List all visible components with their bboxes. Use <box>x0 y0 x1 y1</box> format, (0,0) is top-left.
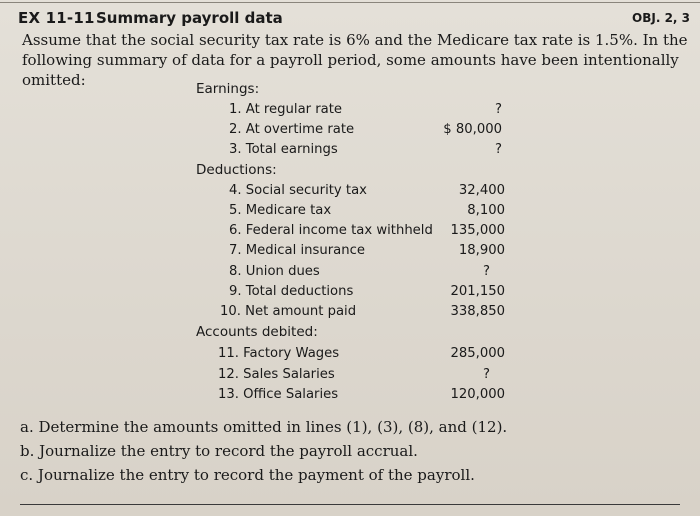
table-row <box>0 344 700 363</box>
intro-paragraph: Assume that the social security tax rate is 6% and the Medicare tax rate is 1.5%. In the following summary of data for a payroll period, some amounts have been intentionally omitted: <box>22 31 688 89</box>
question-a: a. Determine the amounts omitted in lines (1), (3), (8), and (12). <box>20 418 508 436</box>
table-row <box>0 181 700 200</box>
exercise-title: Summary payroll data <box>96 9 283 27</box>
table-row <box>0 385 700 404</box>
question-c: c. Journalize the entry to record the payment of the payroll. <box>20 466 475 484</box>
line-value: 18,900 <box>458 243 505 258</box>
line-label: 13. Office Salaries <box>218 387 339 402</box>
exercise-id: EX 11-11 <box>18 9 95 27</box>
objectives-label: OBJ. 2, 3 <box>632 11 690 25</box>
table-row <box>0 201 700 220</box>
line-label: 1. At regular rate <box>229 102 343 117</box>
exercise-header <box>18 9 690 29</box>
line-value: 120,000 <box>450 387 505 402</box>
line-value: ? <box>495 102 502 117</box>
line-value: 32,400 <box>458 183 505 198</box>
line-label: 9. Total deductions <box>229 284 354 299</box>
line-label: 6. Federal income tax withheld <box>229 223 433 238</box>
line-value: ? <box>483 264 490 279</box>
section-deductions: Deductions: <box>196 162 277 178</box>
top-rule <box>0 2 700 3</box>
section-earnings: Earnings: <box>196 81 260 97</box>
line-label: 4. Social security tax <box>229 183 367 198</box>
line-value: ? <box>495 142 502 157</box>
line-label: 11. Factory Wages <box>218 346 340 361</box>
table-row <box>0 262 700 281</box>
line-value: 285,000 <box>450 346 505 361</box>
line-value: $ 80,000 <box>443 122 502 137</box>
line-label: 8. Union dues <box>229 264 320 279</box>
line-value: 338,850 <box>450 304 505 319</box>
table-row <box>0 221 700 240</box>
table-row <box>0 241 700 260</box>
line-value: 135,000 <box>450 223 505 238</box>
line-label: 3. Total earnings <box>229 142 338 157</box>
table-row <box>0 120 700 139</box>
line-label: 5. Medicare tax <box>229 203 332 218</box>
line-value: 8,100 <box>467 203 505 218</box>
table-row <box>0 282 700 301</box>
table-row <box>0 302 700 321</box>
table-row <box>0 140 700 159</box>
line-label: 10. Net amount paid <box>220 304 357 319</box>
line-value: ? <box>483 367 490 382</box>
line-label: 12. Sales Salaries <box>218 367 335 382</box>
table-row <box>0 365 700 384</box>
line-label: 2. At overtime rate <box>229 122 355 137</box>
bottom-rule <box>20 504 680 505</box>
question-b: b. Journalize the entry to record the payroll accrual. <box>20 442 418 460</box>
line-value: 201,150 <box>450 284 505 299</box>
table-row <box>0 100 700 119</box>
section-accounts-debited: Accounts debited: <box>196 324 318 340</box>
line-label: 7. Medical insurance <box>229 243 365 258</box>
